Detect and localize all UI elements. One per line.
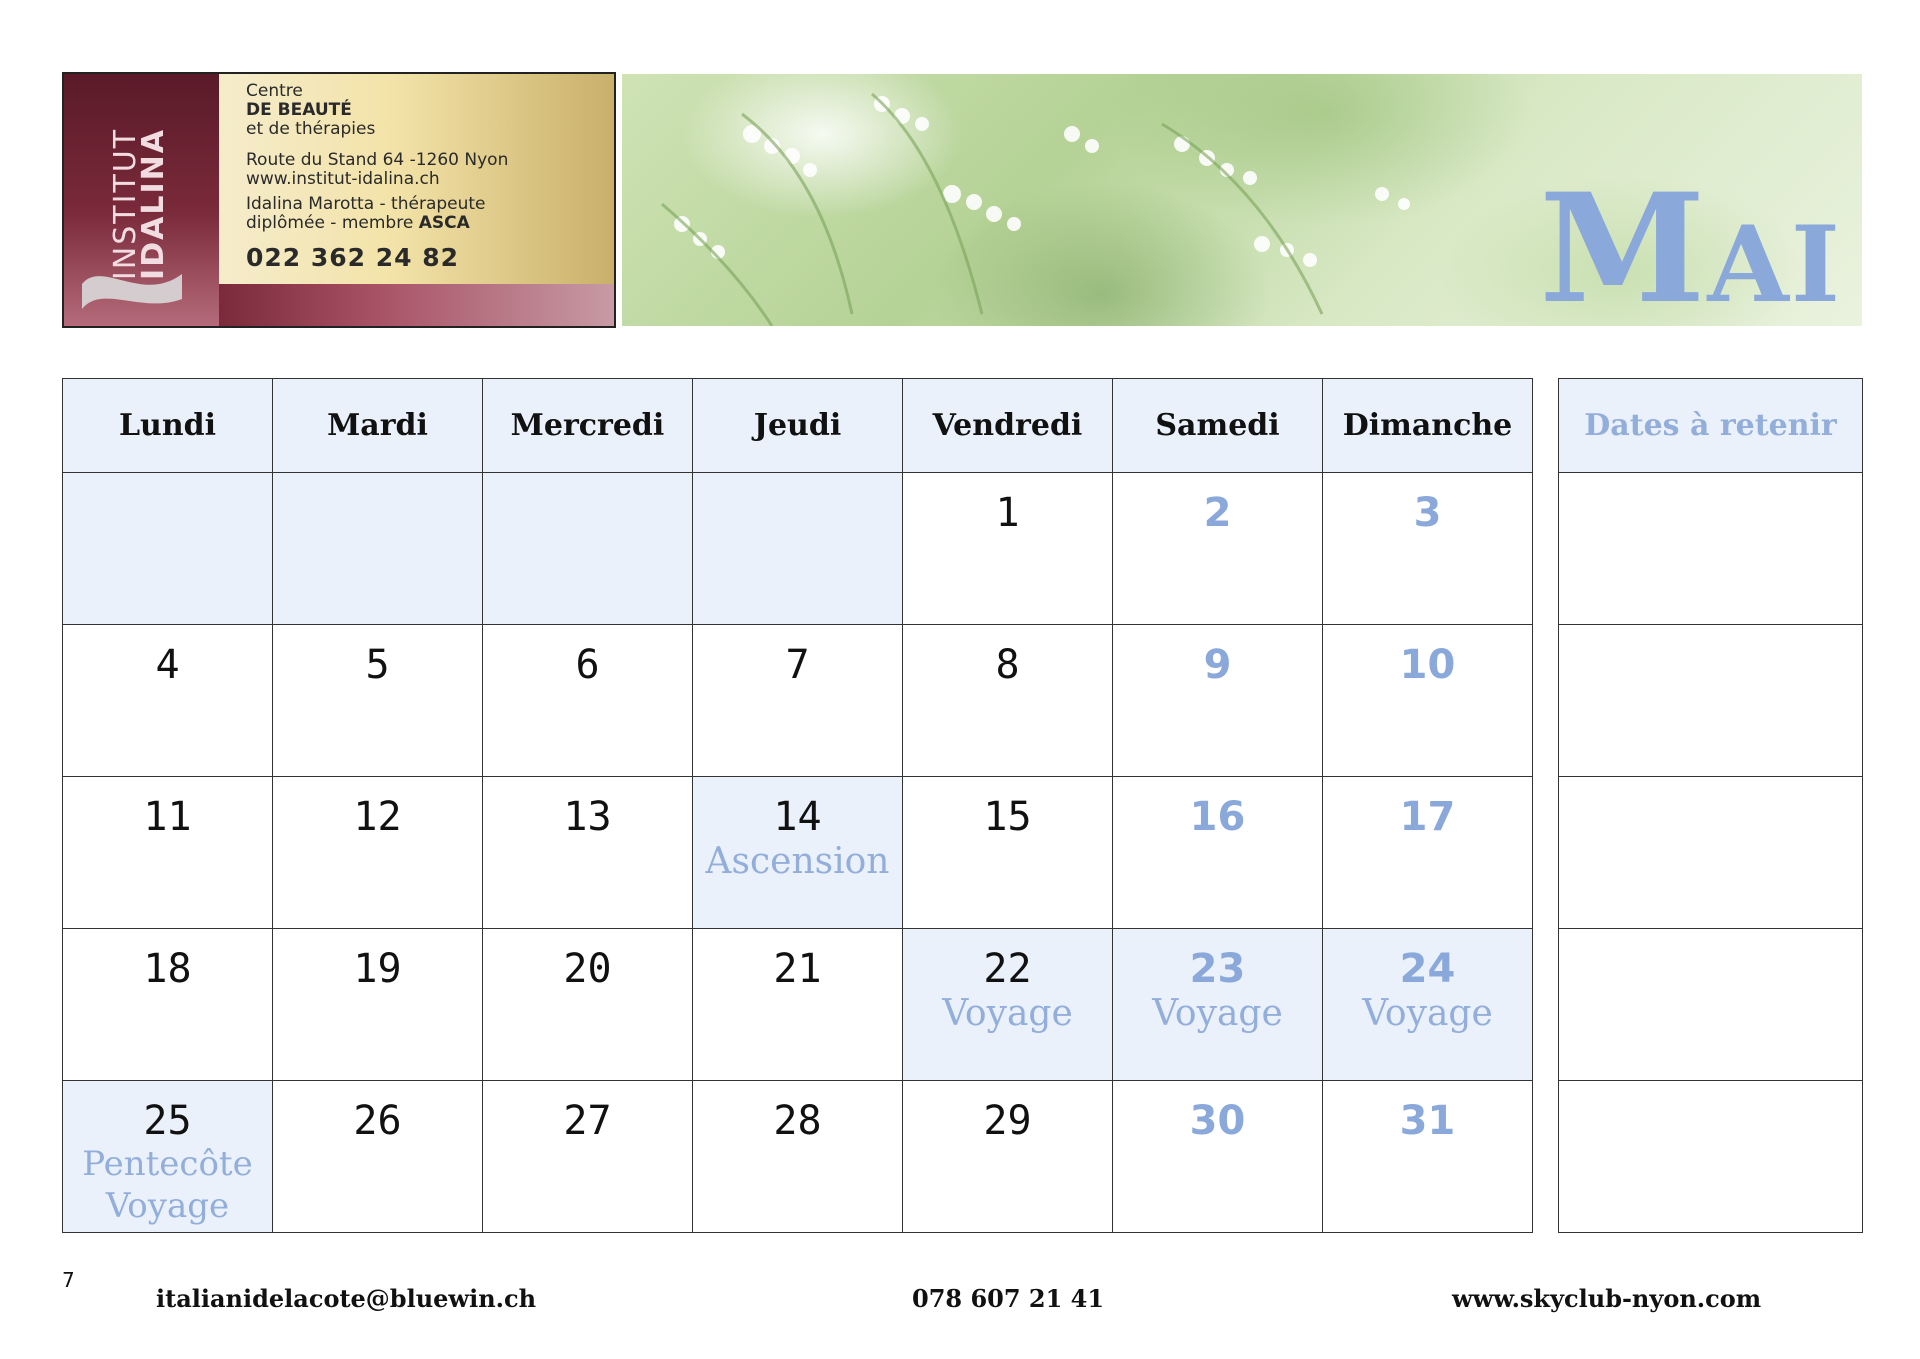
day-number: 7 — [785, 642, 810, 688]
weekday-header: Mardi — [273, 379, 483, 473]
dates-to-remember-cell[interactable] — [1559, 929, 1863, 1081]
footer-phone: 078 607 21 41 — [912, 1284, 1105, 1313]
day-cell[interactable] — [63, 777, 273, 929]
day-cell[interactable] — [1323, 1081, 1533, 1233]
day-number: 16 — [1189, 794, 1246, 840]
ad-line2: DE BEAUTÉ — [246, 100, 352, 120]
day-event-note: Voyage — [1152, 993, 1283, 1034]
dates-to-remember-cell[interactable] — [1559, 1081, 1863, 1233]
day-number: 17 — [1399, 794, 1456, 840]
dates-to-remember-cell[interactable] — [1559, 777, 1863, 929]
ad-person-line2-strong: ASCA — [418, 213, 470, 233]
day-cell[interactable] — [693, 473, 903, 625]
day-cell[interactable] — [1323, 625, 1533, 777]
day-cell[interactable] — [693, 929, 903, 1081]
day-cell[interactable] — [1113, 929, 1323, 1081]
week-row — [63, 777, 1533, 929]
day-cell[interactable] — [1323, 929, 1533, 1081]
weekday-header: Mercredi — [483, 379, 693, 473]
footer-website[interactable]: www.skyclub-nyon.com — [1452, 1284, 1762, 1313]
day-cell[interactable] — [273, 473, 483, 625]
day-number: 11 — [143, 794, 192, 840]
calendar-body — [63, 473, 1533, 1233]
day-event-note: Voyage — [105, 1186, 230, 1226]
day-cell[interactable] — [1113, 625, 1323, 777]
week-row — [63, 1081, 1533, 1233]
day-cell[interactable] — [63, 1081, 273, 1233]
ad-text-block — [246, 82, 604, 272]
page-number: 7 — [62, 1268, 75, 1292]
day-number: 15 — [983, 794, 1032, 840]
ad-brand-line1: INSTITUT — [108, 127, 143, 281]
day-cell[interactable] — [1113, 1081, 1323, 1233]
ad-person-line1: Idalina Marotta - thérapeute — [246, 194, 486, 214]
day-event-note: Voyage — [942, 993, 1073, 1034]
day-cell[interactable] — [483, 929, 693, 1081]
footer-email[interactable]: italianidelacote@bluewin.ch — [156, 1284, 537, 1313]
day-event-note: Pentecôte — [82, 1144, 253, 1184]
dates-to-remember-cell[interactable] — [1559, 625, 1863, 777]
day-cell[interactable] — [483, 1081, 693, 1233]
day-number: 10 — [1399, 642, 1456, 688]
day-number: 21 — [773, 946, 822, 992]
ad-logo-icon — [72, 254, 192, 314]
day-number: 4 — [155, 642, 180, 688]
ad-line1: Centre — [246, 81, 303, 101]
weekday-header: Samedi — [1113, 379, 1323, 473]
day-number: 27 — [563, 1098, 612, 1144]
day-number: 28 — [773, 1098, 822, 1144]
day-cell[interactable] — [903, 929, 1113, 1081]
calendar-grid — [62, 378, 1533, 1233]
day-cell[interactable] — [273, 777, 483, 929]
weekday-header: Lundi — [63, 379, 273, 473]
day-cell[interactable] — [903, 1081, 1113, 1233]
dates-to-remember-table — [1558, 378, 1863, 1233]
day-number: 26 — [353, 1098, 402, 1144]
weekday-header: Jeudi — [693, 379, 903, 473]
day-cell[interactable] — [693, 625, 903, 777]
day-number: 14 — [773, 794, 822, 840]
ad-person-line2 — [246, 214, 604, 233]
day-number: 2 — [1203, 490, 1232, 536]
weekday-header: Vendredi — [903, 379, 1113, 473]
weekday-header: Dimanche — [1323, 379, 1533, 473]
day-cell[interactable] — [483, 777, 693, 929]
day-number: 19 — [353, 946, 402, 992]
ad-website: www.institut-idalina.ch — [246, 169, 440, 189]
day-cell[interactable] — [1323, 777, 1533, 929]
day-number: 18 — [143, 946, 192, 992]
ad-brand-line2: IDALINA — [136, 128, 171, 280]
day-number: 24 — [1399, 946, 1456, 992]
day-number: 12 — [353, 794, 402, 840]
week-row — [63, 625, 1533, 777]
day-number: 20 — [563, 946, 612, 992]
day-cell[interactable] — [903, 777, 1113, 929]
ad-brand-panel — [64, 74, 219, 326]
ad-person-line2-prefix: diplômée - membre — [246, 213, 419, 233]
day-event-note: Voyage — [1362, 993, 1493, 1034]
day-number: 3 — [1413, 490, 1442, 536]
day-cell[interactable] — [273, 1081, 483, 1233]
day-number: 23 — [1189, 946, 1246, 992]
ad-phone: 022 362 24 82 — [246, 243, 460, 272]
day-cell[interactable] — [693, 777, 903, 929]
day-number: 6 — [575, 642, 600, 688]
day-number: 22 — [983, 946, 1032, 992]
day-cell[interactable] — [483, 625, 693, 777]
day-cell[interactable] — [63, 929, 273, 1081]
day-number: 25 — [143, 1098, 192, 1144]
day-cell[interactable] — [63, 625, 273, 777]
day-number: 9 — [1203, 642, 1232, 688]
day-cell[interactable] — [273, 929, 483, 1081]
week-row — [63, 929, 1533, 1081]
day-number: 1 — [995, 490, 1020, 536]
day-cell[interactable] — [693, 1081, 903, 1233]
day-cell[interactable] — [1323, 473, 1533, 625]
dates-to-remember-cell[interactable] — [1559, 473, 1863, 625]
ad-bottom-strip — [219, 284, 614, 326]
lily-of-the-valley-banner — [622, 74, 1862, 326]
day-cell[interactable] — [63, 473, 273, 625]
ad-line3: et de thérapies — [246, 119, 376, 139]
weekday-header-row — [63, 379, 1533, 473]
month-title: Mai — [1539, 161, 1842, 326]
day-number: 13 — [563, 794, 612, 840]
day-cell[interactable] — [903, 625, 1113, 777]
day-number: 5 — [365, 642, 390, 688]
day-number: 8 — [995, 642, 1020, 688]
day-number: 30 — [1189, 1098, 1246, 1144]
dates-to-remember-header: Dates à retenir — [1559, 379, 1863, 473]
day-number: 29 — [983, 1098, 1032, 1144]
day-cell[interactable] — [1113, 473, 1323, 625]
day-cell[interactable] — [273, 625, 483, 777]
day-cell[interactable] — [483, 473, 693, 625]
ad-address: Route du Stand 64 -1260 Nyon — [246, 150, 509, 170]
week-row — [63, 473, 1533, 625]
day-cell[interactable] — [1113, 777, 1323, 929]
day-cell[interactable] — [903, 473, 1113, 625]
day-number: 31 — [1399, 1098, 1456, 1144]
institut-idalina-ad — [62, 72, 616, 328]
day-event-note: Ascension — [705, 841, 890, 882]
